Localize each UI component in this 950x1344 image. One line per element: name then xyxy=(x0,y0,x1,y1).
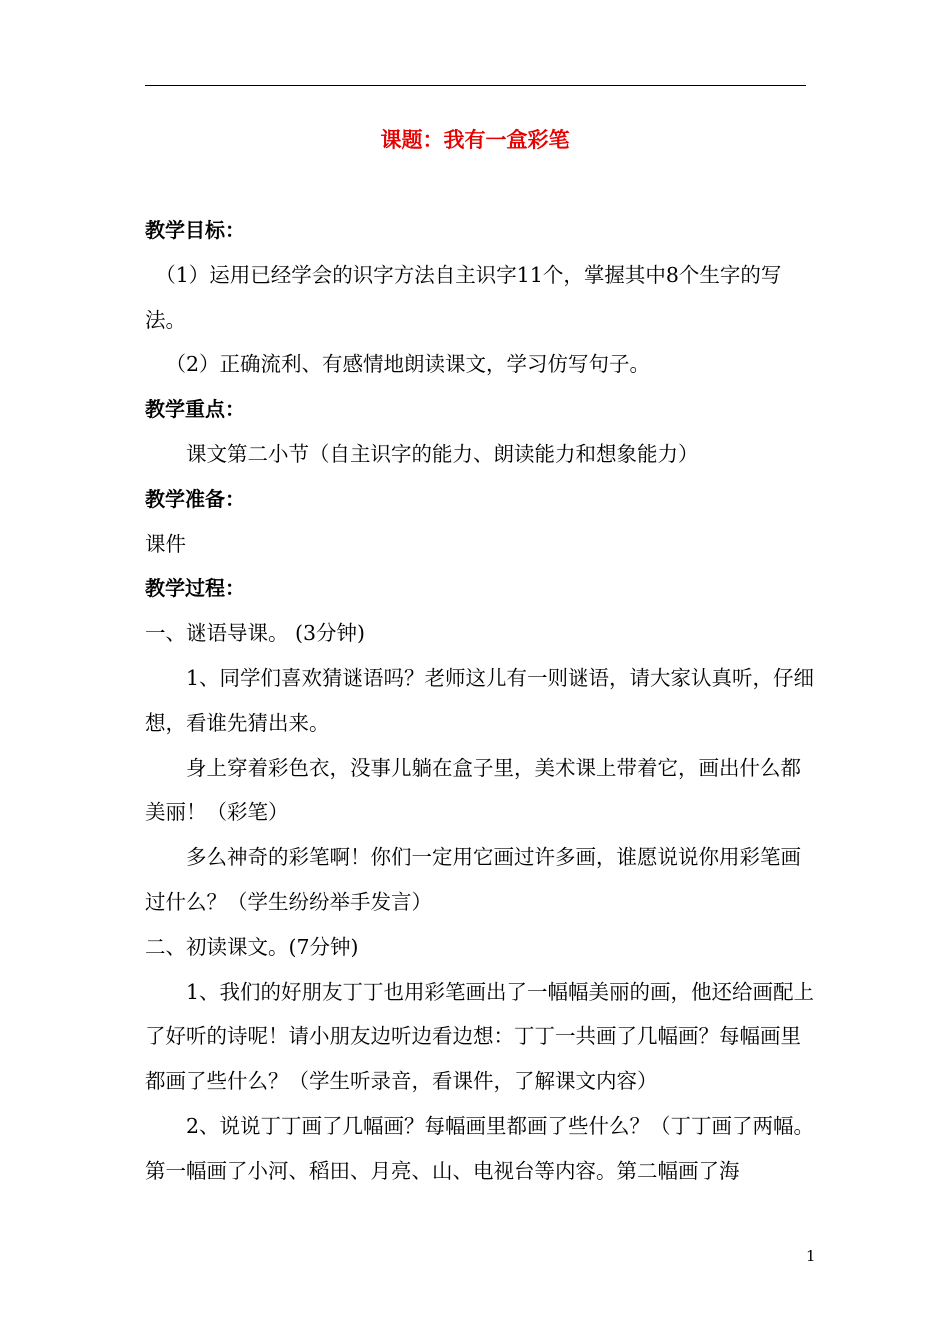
header-rule xyxy=(145,85,806,86)
part1-heading: 一、谜语导课。 (3分钟) xyxy=(145,621,366,646)
document-body xyxy=(145,208,815,1194)
part2-paragraph-1: 1、我们的好朋友丁丁也用彩笔画出了一幅幅美丽的画，他还给画配上了好听的诗呢！请小朋友边听边看边想：丁丁一共画了几幅画？每幅画里都画了些什么？（学生听录音，看课件，了解课文内容） xyxy=(145,979,815,1094)
part1-paragraph-1: 1、同学们喜欢猜谜语吗？老师这儿有一则谜语，请大家认真听，仔细想，看谁先猜出来。 xyxy=(145,665,815,735)
focus-heading: 教学重点： xyxy=(145,397,245,422)
page-number: 1 xyxy=(806,1247,816,1265)
goals-heading: 教学目标： xyxy=(145,218,245,242)
page-title: 课题：我有一盒彩笔 xyxy=(380,128,570,152)
part1-paragraph-3: 多么神奇的彩笔啊！你们一定用它画过许多画，谁愿说说你用彩笔画过什么？（学生纷纷举手发言） xyxy=(145,845,801,914)
prep-text: 课件 xyxy=(145,531,186,556)
part2-heading: 二、初读课文。(7分钟) xyxy=(145,934,359,959)
process-heading: 教学过程： xyxy=(145,576,245,601)
part2-paragraph-2: 2、说说丁丁画了几幅画？每幅画里都画了些什么？（丁丁画了两幅。第一幅画了小河、稻田、月亮、山、电视台等内容。第二幅画了海 xyxy=(145,1113,815,1183)
part1-paragraph-2: 身上穿着彩色衣，没事儿躺在盒子里，美术课上带着它，画出什么都美丽！（彩笔） xyxy=(145,755,801,825)
goal-item-2: （2）正确流利、有感情地朗读课文，学习仿写句子。 xyxy=(165,352,651,377)
focus-text: 课文第二小节（自主识字的能力、朗读能力和想象能力） xyxy=(186,441,699,466)
goal-item-1: （1）运用已经学会的识字方法自主识字11个，掌握其中8个生字的写法。 xyxy=(145,262,782,332)
prep-heading: 教学准备： xyxy=(145,486,245,511)
